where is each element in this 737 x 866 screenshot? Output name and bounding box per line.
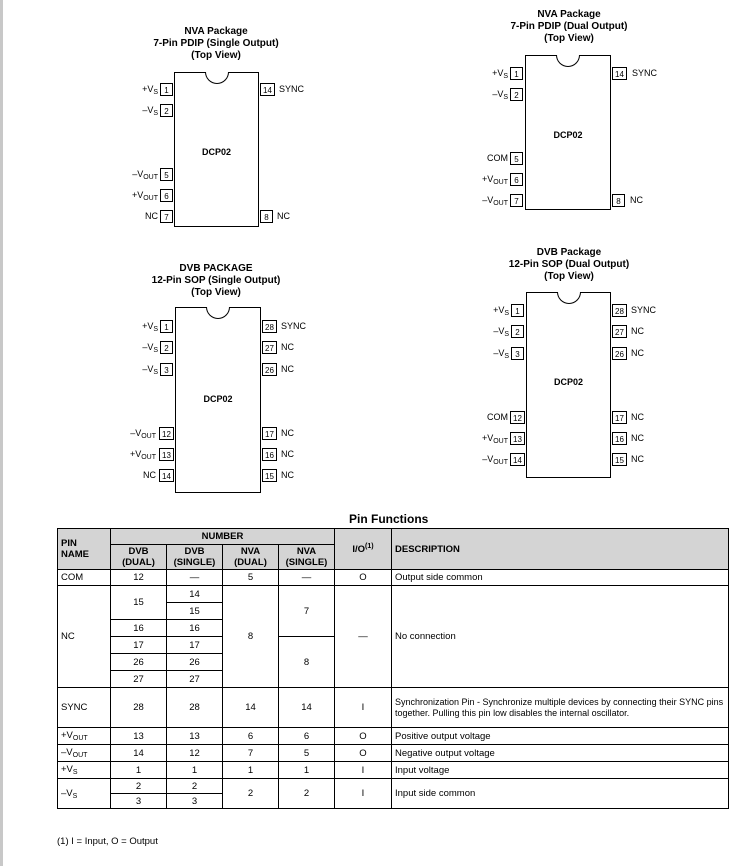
table-row: [58, 586, 729, 603]
cell-nva-dual: 8: [223, 586, 279, 688]
pin-27: 27: [262, 341, 277, 354]
chip-notch: [556, 55, 580, 67]
pin-16: 16: [262, 448, 277, 461]
cell-dvb-dual: 12: [111, 570, 167, 586]
package-name: DVB PACKAGE: [179, 263, 253, 274]
label-nc: NC: [281, 364, 294, 374]
chip-notch: [205, 72, 229, 84]
dvb-single-chip: [175, 307, 261, 493]
pin-5: 5: [510, 152, 523, 165]
pin-12: 12: [510, 411, 525, 424]
pin-12: 12: [159, 427, 174, 440]
package-view: (Top View): [544, 33, 594, 44]
cell-io: I: [335, 762, 392, 779]
cell-dvb-single: 15: [167, 603, 223, 620]
package-type: 7-Pin PDIP (Dual Output): [510, 21, 628, 32]
label-plus-vout: $+V_{OUT}$: [129, 449, 156, 461]
pin-14: 14: [510, 453, 525, 466]
cell-dvb-dual: 13: [111, 728, 167, 745]
label-nc: NC: [631, 454, 644, 464]
pin-7: 7: [160, 210, 173, 223]
header-description: DESCRIPTION: [392, 529, 729, 570]
label-minus-vs: $-V_S$: [492, 89, 508, 101]
chip-label: DCP02: [553, 130, 583, 140]
header-dvb-single: DVB (SINGLE): [167, 545, 223, 570]
cell-dvb-dual: 27: [111, 671, 167, 688]
label-plus-vs: $+V_S$: [142, 84, 158, 96]
cell-dvb-dual: 15: [111, 586, 167, 620]
header-nva-single: NVA (SINGLE): [279, 545, 335, 570]
cell-nva-single: 8: [279, 637, 335, 688]
label-com: COM: [487, 153, 508, 163]
cell-dvb-single: —: [167, 570, 223, 586]
cell-dvb-single: 16: [167, 620, 223, 637]
pin-14: 14: [612, 67, 627, 80]
table-title: Pin Functions: [349, 512, 429, 526]
dvb-dual-chip: [526, 292, 611, 478]
cell-dvb-single: 28: [167, 688, 223, 728]
pin-7: 7: [510, 194, 523, 207]
cell-dvb-single: 17: [167, 637, 223, 654]
label-nc: NC: [143, 470, 156, 480]
pin-26: 26: [262, 363, 277, 376]
pin-17: 17: [612, 411, 627, 424]
chip-notch: [206, 307, 230, 319]
label-nc: NC: [277, 211, 290, 221]
cell-io: O: [335, 745, 392, 762]
package-view: (Top View): [191, 287, 241, 298]
cell-nva-single: 2: [279, 779, 335, 809]
cell-name: $+V_{OUT}$: [58, 728, 111, 745]
label-plus-vout: $+V_{OUT}$: [481, 433, 508, 445]
cell-dvb-single: 1: [167, 762, 223, 779]
package-name: NVA Package: [184, 26, 248, 37]
pin-28: 28: [262, 320, 277, 333]
label-com: COM: [487, 412, 508, 422]
cell-nva-single: 1: [279, 762, 335, 779]
cell-description: Synchronization Pin - Synchronize multiple devices by connecting their SYNC pins together. Pulling this pin low disables the internal oscillator.: [392, 688, 729, 728]
cell-nva-dual: 1: [223, 762, 279, 779]
pin-1: 1: [160, 83, 173, 96]
label-nc: NC: [281, 470, 294, 480]
label-minus-vs: $-V_S$: [142, 364, 158, 376]
label-minus-vout: $-V_{OUT}$: [130, 428, 156, 440]
label-nc: NC: [631, 348, 644, 358]
label-sync: SYNC: [631, 305, 657, 315]
label-plus-vs: $+V_S$: [493, 305, 509, 317]
label-nc: NC: [281, 449, 294, 459]
cell-nva-dual: 5: [223, 570, 279, 586]
pin-13: 13: [510, 432, 525, 445]
table-row: [58, 728, 729, 745]
cell-name: $-V_S$: [58, 779, 111, 809]
cell-io: O: [335, 570, 392, 586]
pin-16: 16: [612, 432, 627, 445]
cell-dvb-single: 13: [167, 728, 223, 745]
package-type: 7-Pin PDIP (Single Output): [153, 38, 279, 49]
pin-3: 3: [511, 347, 524, 360]
label-minus-vout: $-V_{OUT}$: [132, 169, 158, 181]
package-name: NVA Package: [537, 9, 601, 20]
pin-2: 2: [160, 104, 173, 117]
cell-nva-single: 5: [279, 745, 335, 762]
cell-dvb-single: 26: [167, 654, 223, 671]
cell-dvb-dual: 14: [111, 745, 167, 762]
label-nc: NC: [631, 412, 644, 422]
label-minus-vs: $-V_S$: [493, 326, 509, 338]
cell-nva-single: 7: [279, 586, 335, 637]
table-row: [58, 779, 729, 794]
header-pin-name: PIN NAME: [58, 529, 111, 570]
cell-dvb-dual: 26: [111, 654, 167, 671]
chip-notch: [557, 292, 581, 304]
pin-14: 14: [159, 469, 174, 482]
header-dvb-dual: DVB (DUAL): [111, 545, 167, 570]
label-nc: NC: [145, 211, 158, 221]
cell-nva-dual: 2: [223, 779, 279, 809]
cell-dvb-dual: 28: [111, 688, 167, 728]
cell-nva-single: —: [279, 570, 335, 586]
label-plus-vout: $+V_{OUT}$: [481, 174, 508, 186]
label-nc: NC: [630, 195, 643, 205]
cell-nva-single: 6: [279, 728, 335, 745]
cell-io: I: [335, 779, 392, 809]
nva-dual-title: [489, 9, 649, 45]
pin-5: 5: [160, 168, 173, 181]
label-minus-vout: $-V_{OUT}$: [482, 195, 508, 207]
dvb-single-title: [136, 263, 296, 299]
cell-name: $-V_{OUT}$: [58, 745, 111, 762]
cell-nva-single: 14: [279, 688, 335, 728]
chip-label: DCP02: [201, 147, 231, 157]
label-sync: SYNC: [632, 68, 658, 78]
label-minus-vs: $-V_S$: [142, 342, 158, 354]
label-nc: NC: [281, 342, 294, 352]
label-minus-vs: $-V_S$: [493, 348, 509, 360]
table-row: [58, 762, 729, 779]
cell-dvb-dual: 17: [111, 637, 167, 654]
pin-14: 14: [260, 83, 275, 96]
cell-name: SYNC: [58, 688, 111, 728]
cell-dvb-single: 27: [167, 671, 223, 688]
label-plus-vout: $+V_{OUT}$: [131, 190, 158, 202]
header-nva-dual: NVA (DUAL): [223, 545, 279, 570]
header-io: $I/O^{(1)}$: [335, 529, 392, 570]
label-sync: SYNC: [279, 84, 305, 94]
nva-single-chip: [174, 72, 259, 227]
pin-3: 3: [160, 363, 173, 376]
chip-label: DCP02: [553, 377, 583, 387]
pin-13: 13: [159, 448, 174, 461]
pin-15: 15: [262, 469, 277, 482]
cell-dvb-single: 12: [167, 745, 223, 762]
cell-dvb-dual: 3: [111, 794, 167, 809]
dvb-dual-title: [489, 247, 649, 283]
header-number: NUMBER: [111, 529, 335, 545]
nva-dual-chip: [525, 55, 611, 210]
label-nc: NC: [281, 428, 294, 438]
table-row: [58, 745, 729, 762]
pin-1: 1: [510, 67, 523, 80]
package-type: 12-Pin SOP (Dual Output): [508, 259, 630, 270]
pin-8: 8: [260, 210, 273, 223]
cell-description: Negative output voltage: [392, 745, 729, 762]
pin-1: 1: [511, 304, 524, 317]
cell-description: Output side common: [392, 570, 729, 586]
cell-io: I: [335, 688, 392, 728]
pin-8: 8: [612, 194, 625, 207]
label-plus-vs: $+V_S$: [142, 321, 158, 333]
cell-name: COM: [58, 570, 111, 586]
cell-description: Positive output voltage: [392, 728, 729, 745]
package-type: 12-Pin SOP (Single Output): [151, 275, 281, 286]
label-nc: NC: [631, 326, 644, 336]
cell-name: NC: [58, 586, 111, 688]
pin-functions-table: [57, 528, 729, 809]
nva-single-title: [136, 26, 296, 62]
label-minus-vout: $-V_{OUT}$: [482, 454, 508, 466]
cell-description: Input side common: [392, 779, 729, 809]
cell-nva-dual: 14: [223, 688, 279, 728]
pin-15: 15: [612, 453, 627, 466]
package-view: (Top View): [191, 50, 241, 61]
label-plus-vs: $+V_S$: [492, 68, 508, 80]
cell-dvb-dual: 1: [111, 762, 167, 779]
table-row: [58, 570, 729, 586]
table-footnote: (1) I = Input, O = Output: [57, 836, 158, 847]
cell-nva-dual: 6: [223, 728, 279, 745]
table-row: [58, 688, 729, 728]
cell-dvb-single: 3: [167, 794, 223, 809]
pin-6: 6: [160, 189, 173, 202]
cell-io: O: [335, 728, 392, 745]
page-edge: [0, 0, 3, 866]
cell-dvb-single: 14: [167, 586, 223, 603]
cell-io: —: [335, 586, 392, 688]
pin-6: 6: [510, 173, 523, 186]
pin-2: 2: [510, 88, 523, 101]
pin-2: 2: [160, 341, 173, 354]
pin-17: 17: [262, 427, 277, 440]
cell-dvb-single: 2: [167, 779, 223, 794]
cell-dvb-dual: 16: [111, 620, 167, 637]
label-sync: SYNC: [281, 321, 307, 331]
cell-nva-dual: 7: [223, 745, 279, 762]
cell-description: Input voltage: [392, 762, 729, 779]
label-minus-vs: $-V_S$: [142, 105, 158, 117]
pin-27: 27: [612, 325, 627, 338]
pin-2: 2: [511, 325, 524, 338]
package-name: DVB Package: [536, 247, 602, 258]
label-nc: NC: [631, 433, 644, 443]
chip-label: DCP02: [203, 394, 233, 404]
cell-description: No connection: [392, 586, 729, 688]
pin-28: 28: [612, 304, 627, 317]
cell-name: $+V_S$: [58, 762, 111, 779]
cell-dvb-dual: 2: [111, 779, 167, 794]
package-view: (Top View): [544, 271, 594, 282]
pin-26: 26: [612, 347, 627, 360]
pin-1: 1: [160, 320, 173, 333]
